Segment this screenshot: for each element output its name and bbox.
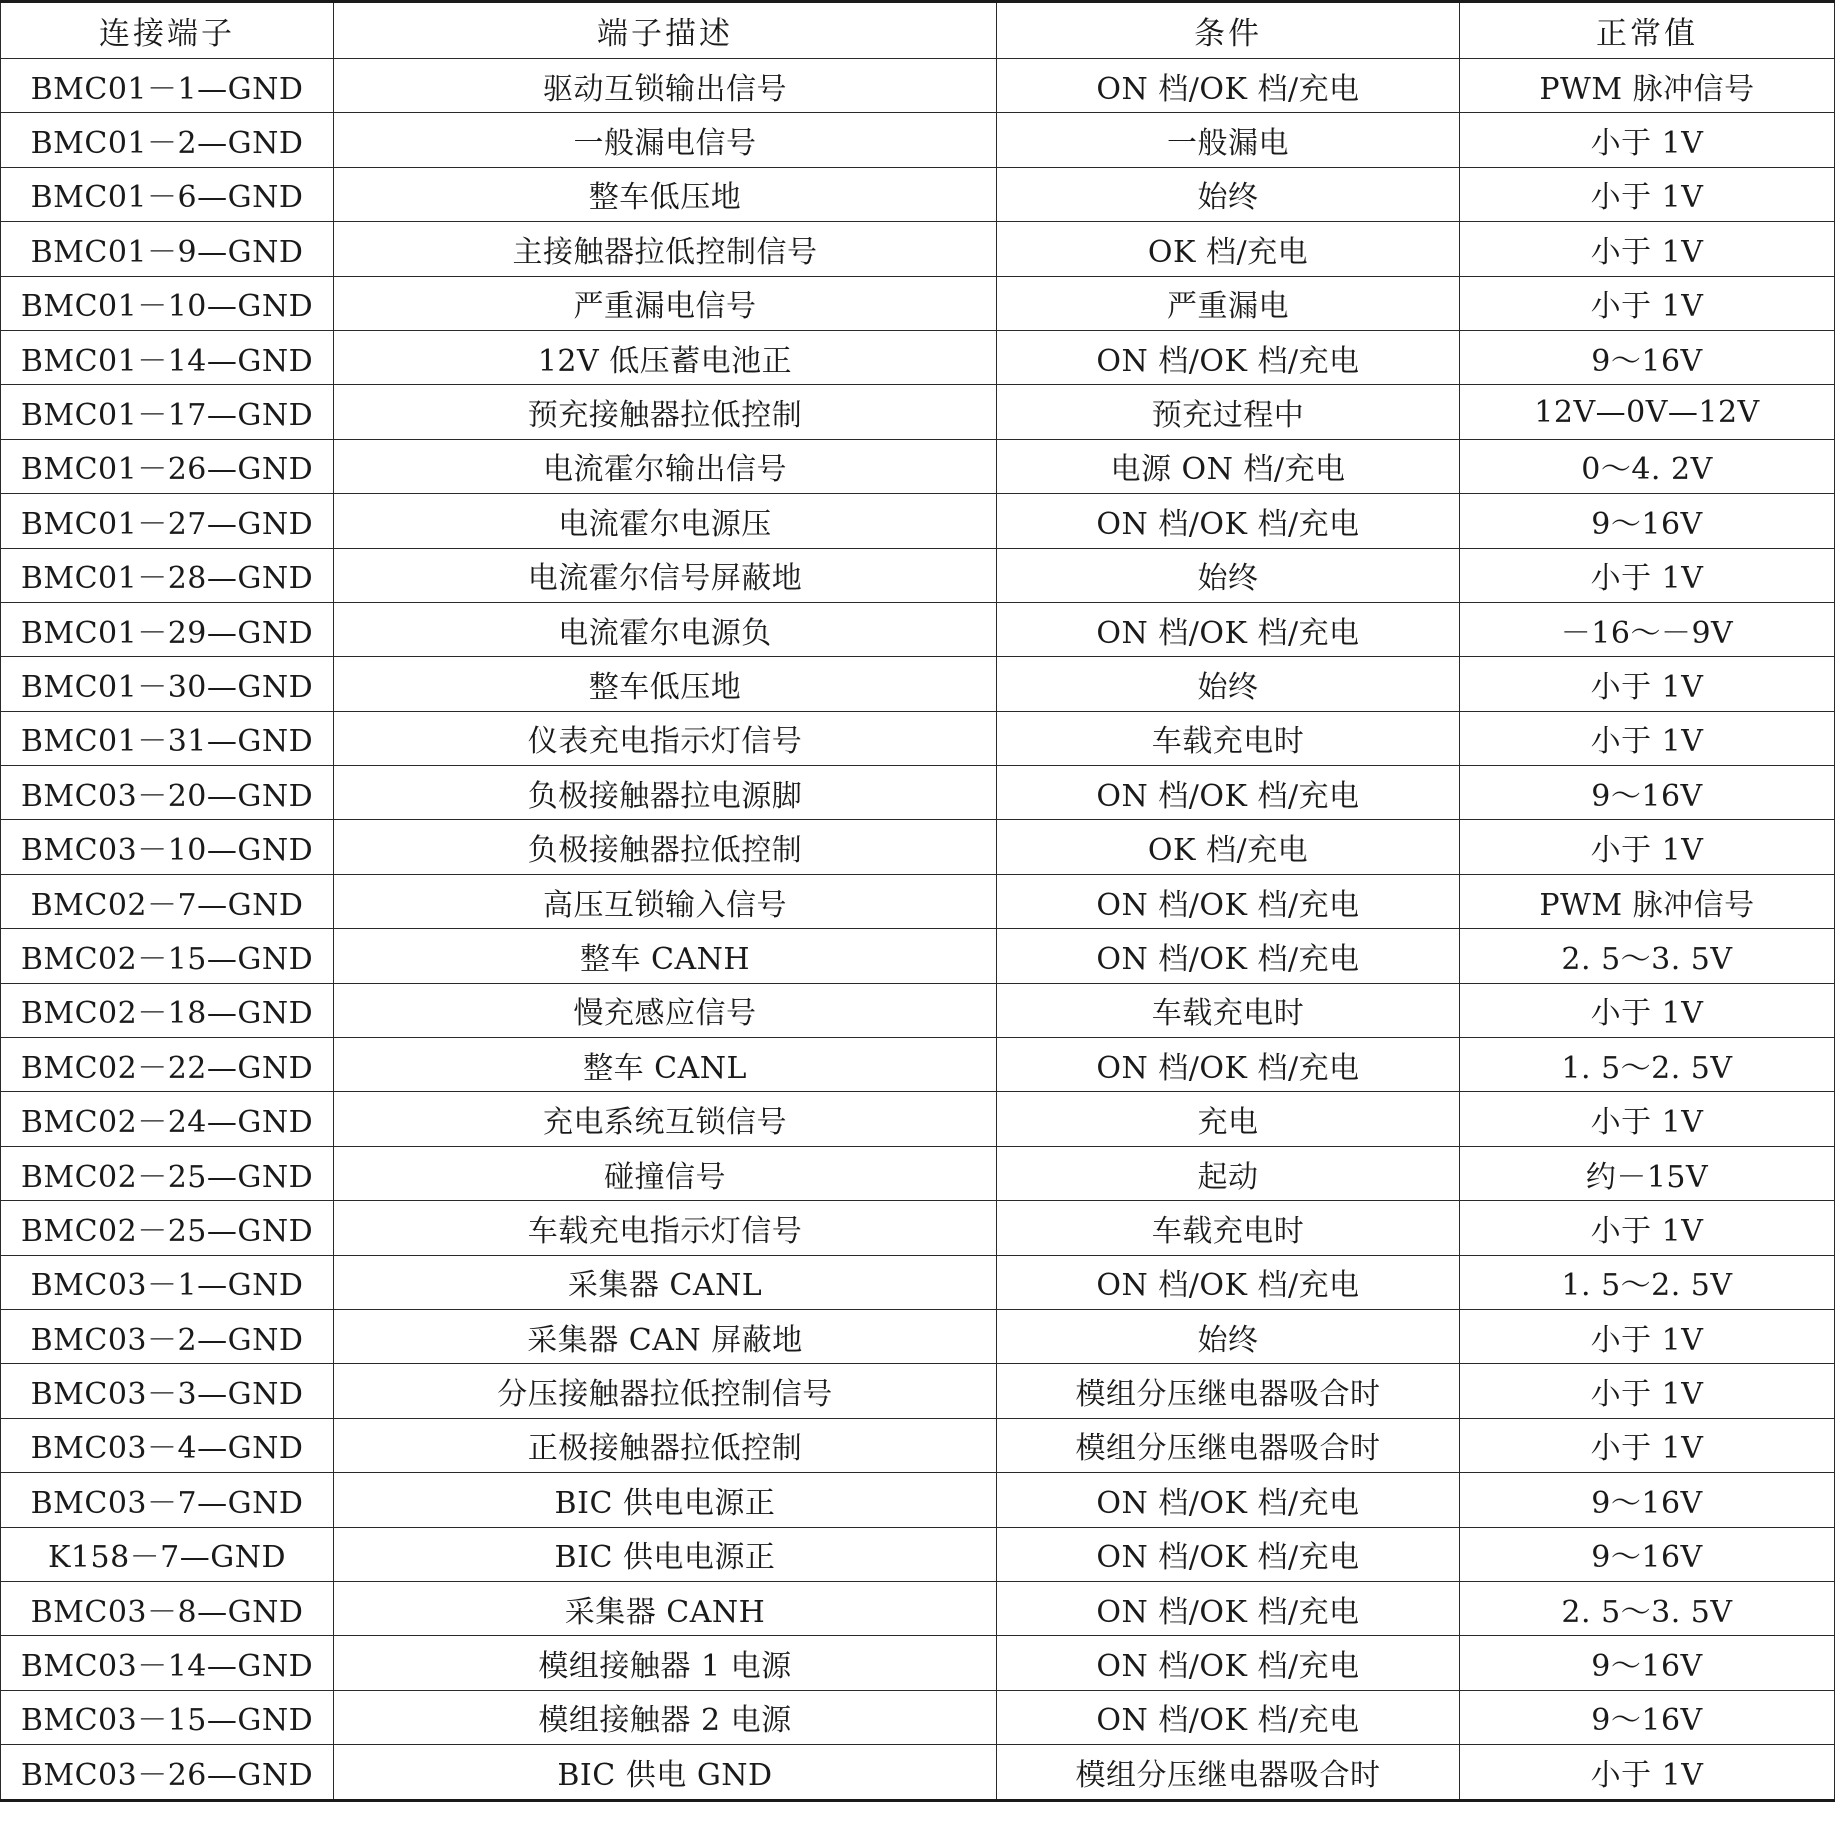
- terminal-cell: K158－7—GND: [1, 1527, 334, 1581]
- description-cell: 12V 低压蓄电池正: [334, 330, 997, 384]
- description-cell: 严重漏电信号: [334, 276, 997, 330]
- table-row: [1, 1092, 1835, 1146]
- description-cell: 电流霍尔信号屏蔽地: [334, 548, 997, 602]
- table-row: [1, 1527, 1835, 1581]
- condition-cell: ON 档/OK 档/充电: [997, 1527, 1460, 1581]
- normal-value-cell: 12V—0V—12V: [1460, 385, 1835, 439]
- description-cell: 驱动互锁输出信号: [334, 59, 997, 113]
- terminal-cell: BMC02－24—GND: [1, 1092, 334, 1146]
- condition-cell: 模组分压继电器吸合时: [997, 1745, 1460, 1800]
- description-cell: 整车 CANH: [334, 929, 997, 983]
- table-row: [1, 602, 1835, 656]
- table-row: [1, 1581, 1835, 1635]
- description-cell: 负极接触器拉电源脚: [334, 766, 997, 820]
- terminal-cell: BMC03－7—GND: [1, 1473, 334, 1527]
- normal-value-cell: 小于 1V: [1460, 276, 1835, 330]
- normal-value-cell: 小于 1V: [1460, 1364, 1835, 1418]
- description-cell: 预充接触器拉低控制: [334, 385, 997, 439]
- condition-cell: ON 档/OK 档/充电: [997, 874, 1460, 928]
- normal-value-cell: －16～－9V: [1460, 602, 1835, 656]
- description-cell: 模组接触器 2 电源: [334, 1690, 997, 1744]
- table-row: [1, 1146, 1835, 1200]
- condition-cell: ON 档/OK 档/充电: [997, 1473, 1460, 1527]
- terminal-cell: BMC01－26—GND: [1, 439, 334, 493]
- description-cell: 模组接触器 1 电源: [334, 1636, 997, 1690]
- condition-cell: 车载充电时: [997, 983, 1460, 1037]
- terminal-cell: BMC02－25—GND: [1, 1146, 334, 1200]
- description-cell: 采集器 CANH: [334, 1581, 997, 1635]
- terminal-cell: BMC02－25—GND: [1, 1201, 334, 1255]
- table-row: [1, 711, 1835, 765]
- terminal-cell: BMC01－30—GND: [1, 657, 334, 711]
- terminal-cell: BMC03－8—GND: [1, 1581, 334, 1635]
- terminal-cell: BMC01－28—GND: [1, 548, 334, 602]
- header-condition: 条件: [997, 2, 1460, 59]
- header-terminal: 连接端子: [1, 2, 334, 59]
- description-cell: 电流霍尔电源压: [334, 494, 997, 548]
- terminal-cell: BMC01－14—GND: [1, 330, 334, 384]
- normal-value-cell: 9～16V: [1460, 1473, 1835, 1527]
- description-cell: 高压互锁输入信号: [334, 874, 997, 928]
- description-cell: 整车低压地: [334, 167, 997, 221]
- condition-cell: ON 档/OK 档/充电: [997, 59, 1460, 113]
- normal-value-cell: 1. 5～2. 5V: [1460, 1255, 1835, 1309]
- description-cell: 分压接触器拉低控制信号: [334, 1364, 997, 1418]
- condition-cell: 模组分压继电器吸合时: [997, 1418, 1460, 1472]
- normal-value-cell: 0～4. 2V: [1460, 439, 1835, 493]
- table-row: [1, 113, 1835, 167]
- table-row: [1, 1255, 1835, 1309]
- normal-value-cell: 2. 5～3. 5V: [1460, 1581, 1835, 1635]
- description-cell: BIC 供电电源正: [334, 1527, 997, 1581]
- condition-cell: ON 档/OK 档/充电: [997, 1636, 1460, 1690]
- table-row: [1, 820, 1835, 874]
- normal-value-cell: 9～16V: [1460, 766, 1835, 820]
- condition-cell: 模组分压继电器吸合时: [997, 1364, 1460, 1418]
- table-row: [1, 385, 1835, 439]
- terminal-cell: BMC03－10—GND: [1, 820, 334, 874]
- normal-value-cell: PWM 脉冲信号: [1460, 874, 1835, 928]
- description-cell: 慢充感应信号: [334, 983, 997, 1037]
- table-row: [1, 1201, 1835, 1255]
- description-cell: 正极接触器拉低控制: [334, 1418, 997, 1472]
- terminal-cell: BMC03－2—GND: [1, 1309, 334, 1363]
- table-row: [1, 1364, 1835, 1418]
- terminal-cell: BMC02－7—GND: [1, 874, 334, 928]
- condition-cell: 车载充电时: [997, 711, 1460, 765]
- condition-cell: 严重漏电: [997, 276, 1460, 330]
- condition-cell: ON 档/OK 档/充电: [997, 1038, 1460, 1092]
- terminal-cell: BMC03－26—GND: [1, 1745, 334, 1800]
- table-row: [1, 929, 1835, 983]
- header-description: 端子描述: [334, 2, 997, 59]
- normal-value-cell: 小于 1V: [1460, 1745, 1835, 1800]
- normal-value-cell: 小于 1V: [1460, 1201, 1835, 1255]
- condition-cell: 电源 ON 档/充电: [997, 439, 1460, 493]
- normal-value-cell: 1. 5～2. 5V: [1460, 1038, 1835, 1092]
- table-row: [1, 657, 1835, 711]
- table-row: [1, 439, 1835, 493]
- table-row: [1, 1418, 1835, 1472]
- description-cell: 负极接触器拉低控制: [334, 820, 997, 874]
- condition-cell: ON 档/OK 档/充电: [997, 1690, 1460, 1744]
- normal-value-cell: 约－15V: [1460, 1146, 1835, 1200]
- normal-value-cell: 小于 1V: [1460, 1309, 1835, 1363]
- description-cell: 仪表充电指示灯信号: [334, 711, 997, 765]
- description-cell: BIC 供电 GND: [334, 1745, 997, 1800]
- header-row: [1, 2, 1835, 59]
- condition-cell: ON 档/OK 档/充电: [997, 766, 1460, 820]
- normal-value-cell: 小于 1V: [1460, 820, 1835, 874]
- condition-cell: 预充过程中: [997, 385, 1460, 439]
- table-row: [1, 1745, 1835, 1800]
- terminal-cell: BMC02－15—GND: [1, 929, 334, 983]
- terminal-cell: BMC01－17—GND: [1, 385, 334, 439]
- terminal-cell: BMC03－15—GND: [1, 1690, 334, 1744]
- description-cell: 电流霍尔电源负: [334, 602, 997, 656]
- description-cell: 整车 CANL: [334, 1038, 997, 1092]
- terminal-cell: BMC01－2—GND: [1, 113, 334, 167]
- table-row: [1, 1309, 1835, 1363]
- table-row: [1, 766, 1835, 820]
- description-cell: 车载充电指示灯信号: [334, 1201, 997, 1255]
- condition-cell: ON 档/OK 档/充电: [997, 1581, 1460, 1635]
- description-cell: 采集器 CANL: [334, 1255, 997, 1309]
- table-row: [1, 874, 1835, 928]
- normal-value-cell: 9～16V: [1460, 494, 1835, 548]
- table-row: [1, 276, 1835, 330]
- description-cell: 碰撞信号: [334, 1146, 997, 1200]
- table-row: [1, 167, 1835, 221]
- condition-cell: ON 档/OK 档/充电: [997, 1255, 1460, 1309]
- terminal-cell: BMC03－1—GND: [1, 1255, 334, 1309]
- description-cell: 主接触器拉低控制信号: [334, 222, 997, 276]
- normal-value-cell: 小于 1V: [1460, 222, 1835, 276]
- normal-value-cell: 小于 1V: [1460, 113, 1835, 167]
- description-cell: 采集器 CAN 屏蔽地: [334, 1309, 997, 1363]
- table-row: [1, 222, 1835, 276]
- terminal-cell: BMC01－10—GND: [1, 276, 334, 330]
- condition-cell: ON 档/OK 档/充电: [997, 330, 1460, 384]
- condition-cell: 始终: [997, 1309, 1460, 1363]
- table-body: [1, 59, 1835, 1801]
- normal-value-cell: 小于 1V: [1460, 1092, 1835, 1146]
- terminal-cell: BMC01－31—GND: [1, 711, 334, 765]
- normal-value-cell: 小于 1V: [1460, 1418, 1835, 1472]
- terminal-cell: BMC01－9—GND: [1, 222, 334, 276]
- header-normal-value: 正常值: [1460, 2, 1835, 59]
- terminal-cell: BMC01－1—GND: [1, 59, 334, 113]
- condition-cell: 充电: [997, 1092, 1460, 1146]
- table-row: [1, 1038, 1835, 1092]
- condition-cell: ON 档/OK 档/充电: [997, 602, 1460, 656]
- condition-cell: 始终: [997, 657, 1460, 711]
- condition-cell: 一般漏电: [997, 113, 1460, 167]
- condition-cell: 始终: [997, 548, 1460, 602]
- description-cell: BIC 供电电源正: [334, 1473, 997, 1527]
- condition-cell: 起动: [997, 1146, 1460, 1200]
- condition-cell: OK 档/充电: [997, 820, 1460, 874]
- terminal-cell: BMC01－29—GND: [1, 602, 334, 656]
- table-row: [1, 983, 1835, 1037]
- normal-value-cell: 小于 1V: [1460, 657, 1835, 711]
- table-row: [1, 1690, 1835, 1744]
- description-cell: 电流霍尔输出信号: [334, 439, 997, 493]
- normal-value-cell: 小于 1V: [1460, 548, 1835, 602]
- condition-cell: ON 档/OK 档/充电: [997, 929, 1460, 983]
- normal-value-cell: 9～16V: [1460, 1690, 1835, 1744]
- description-cell: 整车低压地: [334, 657, 997, 711]
- table-row: [1, 1636, 1835, 1690]
- normal-value-cell: 小于 1V: [1460, 167, 1835, 221]
- terminal-cell: BMC02－18—GND: [1, 983, 334, 1037]
- condition-cell: OK 档/充电: [997, 222, 1460, 276]
- terminal-cell: BMC02－22—GND: [1, 1038, 334, 1092]
- normal-value-cell: 2. 5～3. 5V: [1460, 929, 1835, 983]
- normal-value-cell: 小于 1V: [1460, 711, 1835, 765]
- condition-cell: 车载充电时: [997, 1201, 1460, 1255]
- normal-value-cell: 小于 1V: [1460, 983, 1835, 1037]
- terminal-cell: BMC03－20—GND: [1, 766, 334, 820]
- table-row: [1, 330, 1835, 384]
- description-cell: 充电系统互锁信号: [334, 1092, 997, 1146]
- normal-value-cell: 9～16V: [1460, 1636, 1835, 1690]
- table-row: [1, 494, 1835, 548]
- terminal-cell: BMC03－3—GND: [1, 1364, 334, 1418]
- table-row: [1, 59, 1835, 113]
- terminal-cell: BMC01－6—GND: [1, 167, 334, 221]
- condition-cell: ON 档/OK 档/充电: [997, 494, 1460, 548]
- table-row: [1, 1473, 1835, 1527]
- description-cell: 一般漏电信号: [334, 113, 997, 167]
- terminal-cell: BMC03－4—GND: [1, 1418, 334, 1472]
- terminal-cell: BMC01－27—GND: [1, 494, 334, 548]
- normal-value-cell: 9～16V: [1460, 1527, 1835, 1581]
- terminal-cell: BMC03－14—GND: [1, 1636, 334, 1690]
- table-row: [1, 548, 1835, 602]
- normal-value-cell: 9～16V: [1460, 330, 1835, 384]
- table-header: [1, 2, 1835, 59]
- condition-cell: 始终: [997, 167, 1460, 221]
- normal-value-cell: PWM 脉冲信号: [1460, 59, 1835, 113]
